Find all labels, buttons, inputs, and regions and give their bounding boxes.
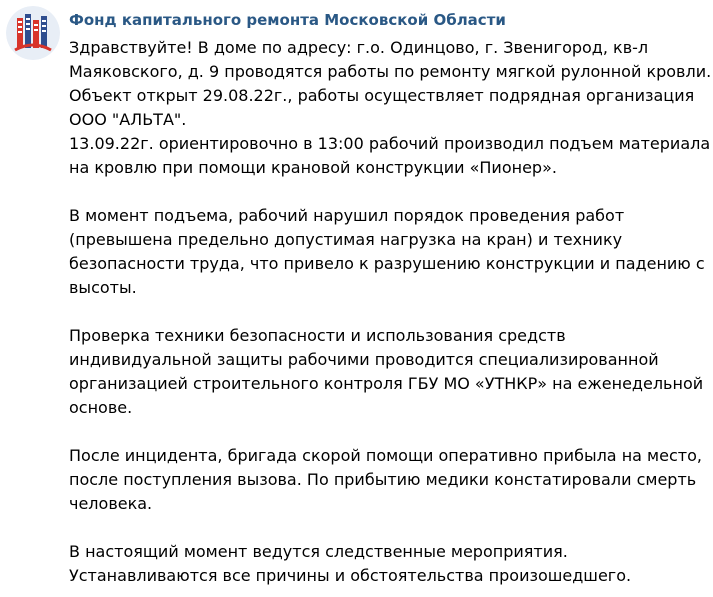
post-author-link[interactable]: Фонд капитального ремонта Московской Области: [69, 11, 506, 29]
post-text-line: Устанавливаются все причины и обстоятельства произошедшего.: [69, 566, 632, 585]
avatar[interactable]: [6, 6, 60, 60]
post-text-line: индивидуальной защиты рабочими проводится специализированной: [69, 350, 659, 369]
post-text-line: основе.: [69, 398, 133, 417]
post-text-line: Проверка техники безопасности и использования средств: [69, 326, 566, 345]
post-text-line: человека.: [69, 494, 153, 513]
post-text-line: на кровлю при помощи крановой конструкции «Пионер».: [69, 158, 557, 177]
post-paragraph: [69, 204, 709, 300]
post-paragraph: [69, 444, 709, 516]
post-text-line: Маяковского, д. 9 проводятся работы по ремонту мягкой рулонной кровли.: [69, 62, 712, 81]
post-text-line: В момент подъема, рабочий нарушил порядок проведения работ: [69, 206, 625, 225]
post-text-line: (превышена предельно допустимая нагрузка на кран) и технику: [69, 230, 623, 249]
post-text-line: высоты.: [69, 278, 137, 297]
post-text-line: Объект открыт 29.08.22г., работы осуществляет подрядная организация: [69, 86, 695, 105]
post-text-line: организацией строительного контроля ГБУ МО «УТНКР» на еженедельной: [69, 374, 704, 393]
post-text: [69, 36, 712, 588]
building-logo-icon: [6, 6, 60, 60]
post-text-line: 13.09.22г. ориентировочно в 13:00 рабочий производил подъем материала: [69, 134, 711, 153]
post-text-line: Здравствуйте! В доме по адресу: г.о. Одинцово, г. Звенигород, кв-л: [69, 38, 649, 57]
post-text-line: безопасности труда, что привело к разрушению конструкции и падению с: [69, 254, 705, 273]
post-text-line: после поступления вызова. По прибытию медики констатировали смерть: [69, 470, 697, 489]
post-text-line: ООО "АЛЬТА".: [69, 110, 187, 129]
post-text-line: В настоящий момент ведутся следственные мероприятия.: [69, 542, 568, 561]
post-paragraph: [69, 540, 709, 588]
post-paragraph: [69, 324, 709, 420]
post-text-line: После инцидента, бригада скорой помощи оперативно прибыла на место,: [69, 446, 702, 465]
post-paragraph: [69, 36, 712, 180]
